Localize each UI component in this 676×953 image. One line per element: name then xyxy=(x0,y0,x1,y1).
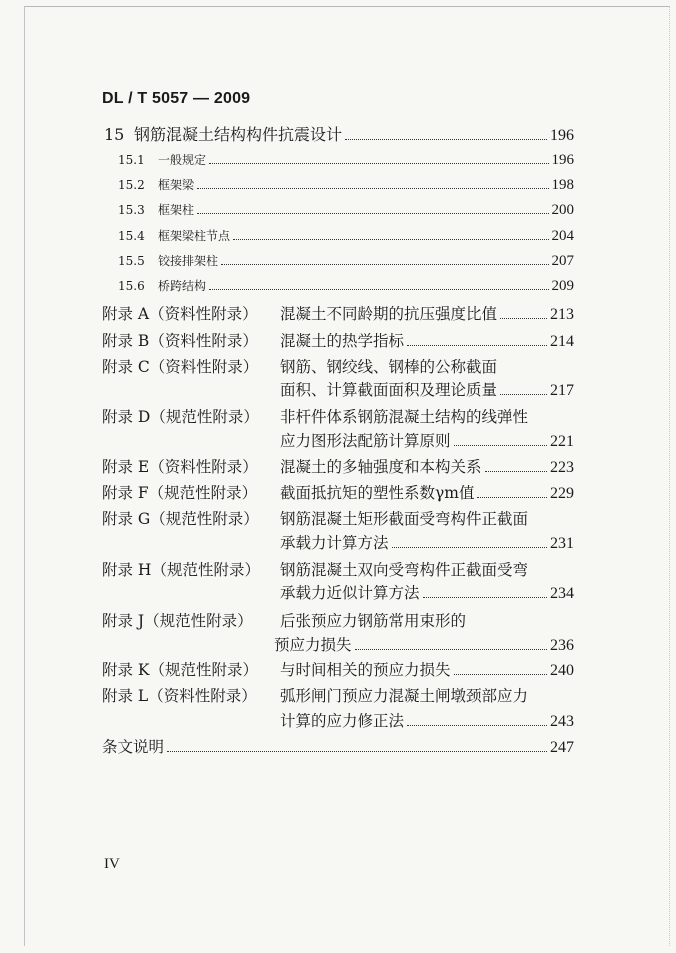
page-number: 196 xyxy=(550,127,574,144)
appendix-title-line2: 面积、计算截面面积及理论质量 xyxy=(280,381,498,399)
toc-appendix-f[interactable] xyxy=(102,481,574,503)
page-number: 213 xyxy=(550,306,574,323)
page-number: 236 xyxy=(550,637,574,654)
toc-appendix-k[interactable] xyxy=(102,658,574,680)
page-edge-top xyxy=(24,6,670,7)
page-number-roman: IV xyxy=(104,856,120,872)
section-title: 框架梁 xyxy=(158,178,195,192)
toc-appendix-e[interactable] xyxy=(102,455,574,477)
toc-chapter-15[interactable] xyxy=(104,122,574,145)
appendix-label: 附录 F（规范性附录） xyxy=(102,484,258,502)
appendix-label: 附录 C（资料性附录） xyxy=(102,358,259,376)
section-title: 铰接排架柱 xyxy=(158,254,219,268)
page-number: 196 xyxy=(551,152,574,168)
standard-code-header: DL / T 5057 — 2009 xyxy=(102,90,251,107)
toc-appendix-d[interactable] xyxy=(102,405,574,427)
appendix-title-line2: 预应力损失 xyxy=(274,636,352,654)
appendix-title: 混凝土不同龄期的抗压强度比值 xyxy=(280,305,498,323)
toc-section[interactable] xyxy=(118,252,574,270)
dot-leader xyxy=(209,163,548,164)
section-title: 一般规定 xyxy=(158,153,207,167)
appendix-title-line1: 后张预应力钢筋常用束形的 xyxy=(280,612,467,630)
dot-leader xyxy=(345,139,547,140)
dot-leader xyxy=(355,649,547,650)
dot-leader xyxy=(454,445,547,446)
toc-appendix-g[interactable] xyxy=(102,507,574,529)
dot-leader xyxy=(500,394,547,395)
dot-leader xyxy=(477,497,547,498)
appendix-label: 附录 D（规范性附录） xyxy=(102,408,259,426)
appendix-label: 附录 J（规范性附录） xyxy=(102,612,253,630)
section-title: 桥跨结构 xyxy=(158,279,207,293)
dot-leader xyxy=(485,471,547,472)
page-number: 243 xyxy=(550,713,574,730)
dot-leader xyxy=(209,289,548,290)
section-number: 15.2 xyxy=(118,178,145,192)
toc-appendix-g-cont[interactable] xyxy=(280,531,574,553)
appendix-title-line1: 钢筋、钢绞线、钢棒的公称截面 xyxy=(280,358,498,376)
appendix-title-line2: 承载力计算方法 xyxy=(280,534,389,552)
page-number: 240 xyxy=(550,662,574,679)
appendix-title-line1: 非杆件体系钢筋混凝土结构的线弹性 xyxy=(280,408,529,426)
appendix-label: 附录 L（资料性附录） xyxy=(102,687,257,705)
toc-commentary[interactable] xyxy=(102,735,574,757)
dot-leader xyxy=(392,547,547,548)
page-number: 247 xyxy=(550,739,574,756)
page-number: 204 xyxy=(551,228,574,244)
toc-appendix-b[interactable] xyxy=(102,329,574,351)
section-number: 15.6 xyxy=(118,279,145,293)
appendix-label: 附录 E（资料性附录） xyxy=(102,458,258,476)
appendix-title: 混凝土的多轴强度和本构关系 xyxy=(280,458,482,476)
toc-appendix-a[interactable] xyxy=(102,302,574,324)
appendix-label: 附录 K（规范性附录） xyxy=(102,661,259,679)
section-number: 15.1 xyxy=(118,153,145,167)
section-number: 15.3 xyxy=(118,203,145,217)
toc-section[interactable] xyxy=(118,227,574,245)
page-edge-left xyxy=(24,6,25,946)
appendix-label: 附录 A（资料性附录） xyxy=(102,305,258,323)
appendix-label: 附录 B（资料性附录） xyxy=(102,332,258,350)
dot-leader xyxy=(167,751,547,752)
appendix-label: 附录 H（规范性附录） xyxy=(102,561,260,579)
toc-appendix-c[interactable] xyxy=(102,355,574,377)
section-number: 15.5 xyxy=(118,254,145,268)
page-number: 214 xyxy=(550,333,574,350)
appendix-title: 截面抵抗矩的塑性系数γm值 xyxy=(280,484,475,502)
page-edge-right xyxy=(669,6,670,946)
page-number: 223 xyxy=(550,459,574,476)
toc-section[interactable] xyxy=(118,176,574,194)
page-number: 229 xyxy=(550,485,574,502)
appendix-title-line1: 钢筋混凝土双向受弯构件正截面受弯 xyxy=(280,561,529,579)
toc-appendix-c-cont[interactable] xyxy=(280,378,574,400)
appendix-title: 与时间相关的预应力损失 xyxy=(280,661,451,679)
toc-appendix-d-cont[interactable] xyxy=(280,429,574,451)
section-title: 框架梁柱节点 xyxy=(158,229,231,243)
page-number: 231 xyxy=(550,535,574,552)
page-number: 234 xyxy=(550,585,574,602)
dot-leader xyxy=(197,213,548,214)
section-number: 15.4 xyxy=(118,229,145,243)
page-number: 217 xyxy=(550,382,574,399)
dot-leader xyxy=(221,264,548,265)
toc-section[interactable] xyxy=(118,201,574,219)
toc-appendix-h-cont[interactable] xyxy=(280,581,574,603)
appendix-title-line1: 钢筋混凝土矩形截面受弯构件正截面 xyxy=(280,510,529,528)
page-number: 207 xyxy=(551,253,574,269)
appendix-label: 附录 G（规范性附录） xyxy=(102,510,259,528)
dot-leader xyxy=(197,188,548,189)
toc-section[interactable] xyxy=(118,151,574,169)
page-number: 209 xyxy=(551,278,574,294)
page-number: 198 xyxy=(551,177,574,193)
toc-appendix-l[interactable] xyxy=(102,684,574,706)
dot-leader xyxy=(423,597,547,598)
page-number: 221 xyxy=(550,433,574,450)
dot-leader xyxy=(407,725,547,726)
commentary-title: 条文说明 xyxy=(102,738,165,756)
appendix-title-line2: 计算的应力修正法 xyxy=(280,712,405,730)
toc-appendix-h[interactable] xyxy=(102,558,574,580)
chapter-title: 钢筋混凝土结构构件抗震设计 xyxy=(134,125,343,144)
appendix-title-line2: 承载力近似计算方法 xyxy=(280,584,420,602)
chapter-number: 15 xyxy=(104,125,125,144)
dot-leader xyxy=(500,318,547,319)
dot-leader xyxy=(407,345,547,346)
toc-appendix-j[interactable] xyxy=(102,609,574,631)
appendix-title: 混凝土的热学指标 xyxy=(280,332,405,350)
dot-leader xyxy=(454,674,547,675)
section-title: 框架柱 xyxy=(158,203,195,217)
appendix-title-line2: 应力图形法配筋计算原则 xyxy=(280,432,451,450)
toc-appendix-j-cont[interactable] xyxy=(274,633,574,655)
appendix-title-line1: 弧形闸门预应力混凝土闸墩颈部应力 xyxy=(280,687,529,705)
toc-appendix-l-cont[interactable] xyxy=(280,709,574,731)
dot-leader xyxy=(233,239,548,240)
page-number: 200 xyxy=(551,202,574,218)
toc-section[interactable] xyxy=(118,277,574,295)
